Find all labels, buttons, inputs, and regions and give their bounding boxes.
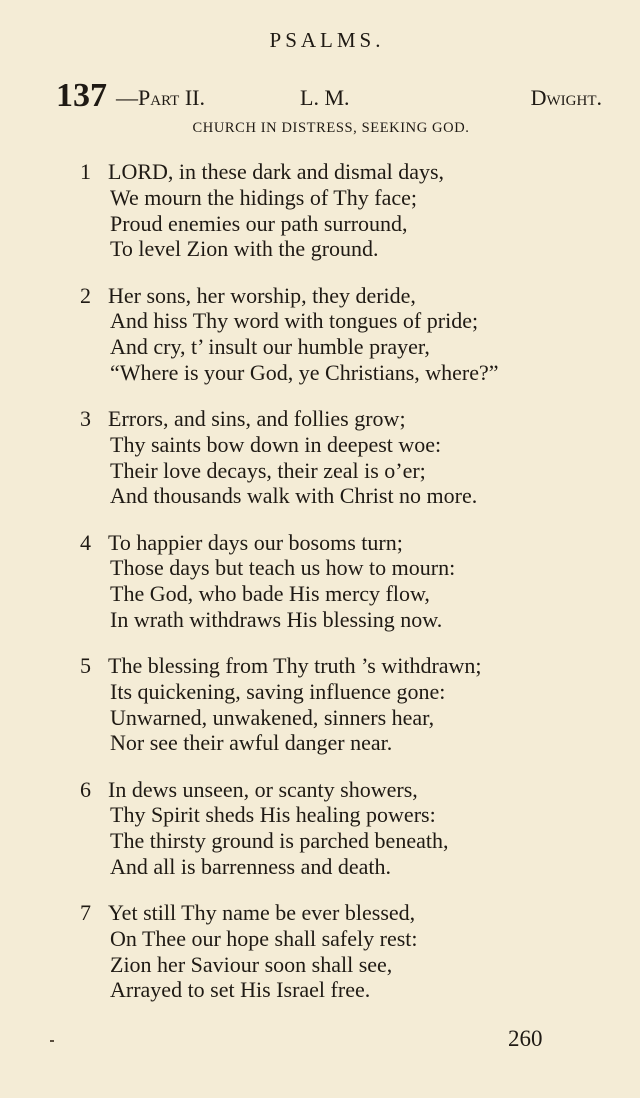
- verse-number: 6: [80, 776, 91, 802]
- hymn-meter: L. M.: [300, 85, 350, 110]
- verse-line: Zion her Saviour soon shall see,: [110, 951, 393, 977]
- verse-line: Their love decays, their zeal is o’er;: [110, 457, 426, 483]
- verse-line: LORD, in these dark and dismal days,: [108, 159, 445, 184]
- verse-line: The God, who bade His mercy flow,: [110, 581, 430, 607]
- verse: [80, 653, 580, 777]
- verse-number: 3: [80, 406, 91, 431]
- verse: [80, 530, 580, 654]
- verse-line: Her sons, her worship, they deride,: [108, 282, 416, 308]
- verse: [80, 777, 580, 901]
- verse-line: To level Zion with the ground.: [110, 236, 379, 262]
- verse-line: We mourn the hidings of Thy face;: [110, 184, 417, 210]
- hymn-part: —Part II.: [116, 85, 205, 110]
- verse-line: Unwarned, unwakened, sinners hear,: [110, 704, 435, 730]
- verse-number: 7: [80, 900, 91, 925]
- print-mark: [50, 1040, 54, 1042]
- verse-number: 4: [80, 529, 91, 555]
- verse: [80, 900, 580, 1024]
- page-number: 260: [508, 1026, 543, 1051]
- hymn-subtitle: CHURCH IN DISTRESS, SEEKING GOD.: [192, 120, 470, 136]
- verse-line: And all is barrenness and death.: [110, 853, 392, 879]
- verse: [80, 283, 580, 407]
- verse-line: The blessing from Thy truth ’s withdrawn;: [108, 653, 482, 678]
- hymn-number: 137: [56, 77, 107, 114]
- verse: [80, 159, 580, 283]
- verse-line: Yet still Thy name be ever blessed,: [108, 900, 416, 925]
- verse-line: And thousands walk with Christ no more.: [110, 483, 478, 509]
- verse-number: 5: [80, 653, 91, 678]
- verse-line: Arrayed to set His Israel free.: [110, 977, 371, 1003]
- verse-line: Those days but teach us how to mourn:: [110, 555, 456, 581]
- verse-line: And hiss Thy word with tongues of pride;: [110, 308, 479, 334]
- verse-number: 1: [80, 159, 91, 184]
- verse-line: Thy saints bow down in deepest woe:: [110, 431, 442, 457]
- verse-number: 2: [80, 282, 91, 308]
- verse-line: Proud enemies our path surround,: [110, 210, 408, 236]
- verse: [80, 406, 580, 530]
- verse-line: And cry, t’ insult our humble prayer,: [110, 334, 430, 360]
- verse-line: The thirsty ground is parched beneath,: [110, 828, 449, 854]
- running-head: PSALMS.: [269, 28, 385, 52]
- verse-line: “Where is your God, ye Christians, where?”: [110, 359, 499, 385]
- verse-line: Thy Spirit sheds His healing powers:: [110, 802, 436, 828]
- verse-line: In dews unseen, or scanty showers,: [108, 776, 418, 802]
- hymn-author: Dwight.: [530, 85, 602, 110]
- verse-line: To happier days our bosoms turn;: [108, 529, 403, 555]
- verse-line: Errors, and sins, and follies grow;: [108, 406, 406, 431]
- verse-line: In wrath withdraws His blessing now.: [110, 606, 443, 632]
- verse-line: Its quickening, saving influence gone:: [110, 678, 446, 704]
- verse-line: Nor see their awful danger near.: [110, 730, 393, 756]
- hymn-header: [56, 76, 604, 116]
- verse-line: On Thee our hope shall safely rest:: [110, 925, 418, 951]
- verses: [80, 159, 580, 1024]
